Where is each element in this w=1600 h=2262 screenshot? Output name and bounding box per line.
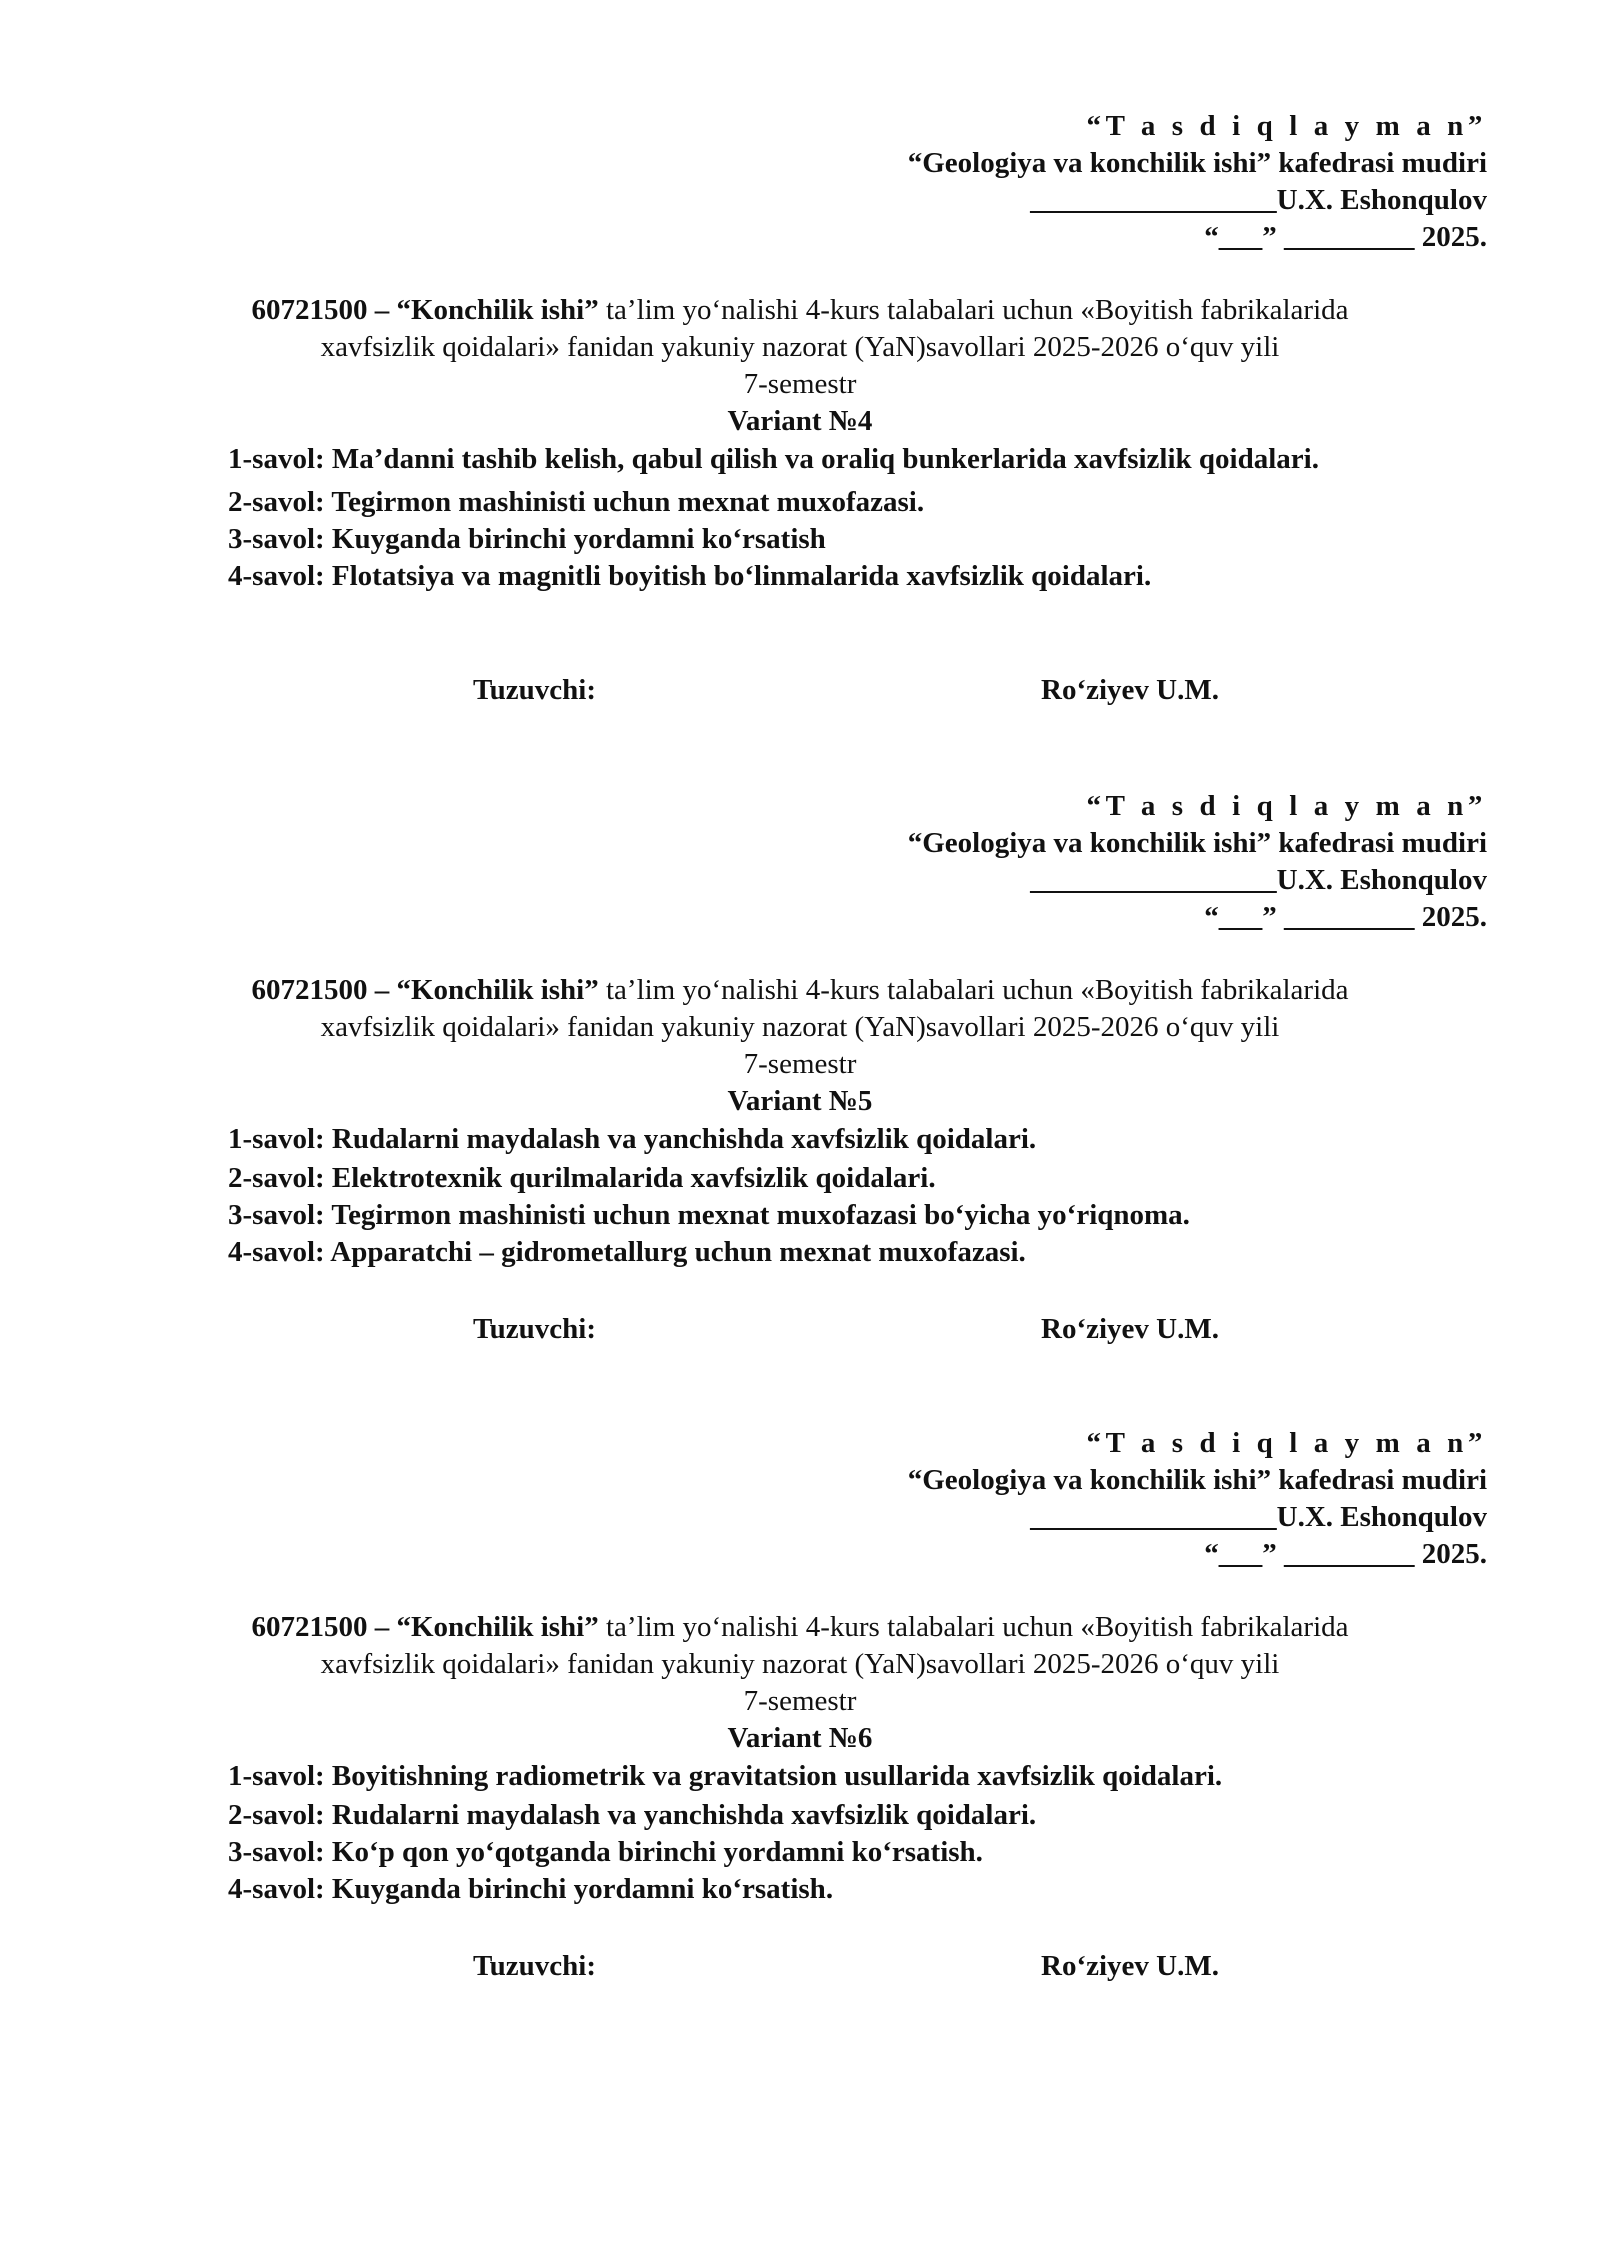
heading-line-1 <box>0 292 1600 328</box>
heading-line-1 <box>0 972 1600 1008</box>
question-4: 4-savol: Kuyganda birinchi yordamni ko‘rsatish. <box>228 1873 834 1905</box>
question-1: 1-savol: Ma’danni tashib kelish, qabul qilish va oraliq bunkerlarida xavfsizlik qoidalari. <box>228 443 1319 475</box>
compiler-name: Ro‘ziyev U.M. <box>1041 1313 1219 1345</box>
approval-department: “Geologiya va konchilik ishi” kafedrasi mudiri <box>907 147 1487 179</box>
approval-title: “T a s d i q l a y m a n” <box>1086 110 1487 142</box>
approval-department: “Geologiya va konchilik ishi” kafedrasi mudiri <box>907 1464 1487 1496</box>
heading-line-1 <box>0 1609 1600 1645</box>
question-4: 4-savol: Flotatsiya va magnitli boyitish bo‘linmalarida xavfsizlik qoidalari. <box>228 560 1152 592</box>
exam-variant-block <box>0 680 1600 1345</box>
heading-line-2: xavfsizlik qoidalari» fanidan yakuniy nazorat (YaN)savollari 2025-2026 o‘quv yili <box>320 1648 1280 1680</box>
approval-date-line: “___” _________ 2025. <box>1204 1538 1487 1570</box>
semester: 7-semestr <box>743 1048 857 1080</box>
heading-line-1-rest: ta’lim yo‘nalishi 4-kurs talabalari uchun «Boyitish fabrikalarida <box>598 294 1349 326</box>
question-2: 2-savol: Elektrotexnik qurilmalarida xavfsizlik qoidalari. <box>228 1162 936 1194</box>
question-3: 3-savol: Tegirmon mashinisti uchun mexnat muxofazasi bo‘yicha yo‘riqnoma. <box>228 1199 1190 1231</box>
heading-line-1-rest: ta’lim yo‘nalishi 4-kurs talabalari uchun «Boyitish fabrikalarida <box>598 1611 1349 1643</box>
heading-line-1-rest: ta’lim yo‘nalishi 4-kurs talabalari uchun «Boyitish fabrikalarida <box>598 974 1349 1006</box>
question-2: 2-savol: Rudalarni maydalash va yanchishda xavfsizlik qoidalari. <box>228 1799 1037 1831</box>
heading-line-2: xavfsizlik qoidalari» fanidan yakuniy nazorat (YaN)savollari 2025-2026 o‘quv yili <box>320 1011 1280 1043</box>
approval-department: “Geologiya va konchilik ishi” kafedrasi mudiri <box>907 827 1487 859</box>
program-code: 60721500 – “Konchilik ishi” <box>251 294 599 326</box>
compiler-name: Ro‘ziyev U.M. <box>1041 1950 1219 1982</box>
heading-line-2: xavfsizlik qoidalari» fanidan yakuniy nazorat (YaN)savollari 2025-2026 o‘quv yili <box>320 331 1280 363</box>
question-1: 1-savol: Boyitishning radiometrik va gravitatsion usullarida xavfsizlik qoidalari. <box>228 1760 1223 1792</box>
approval-signature-line: _________________U.X. Eshonqulov <box>1030 1501 1487 1533</box>
semester: 7-semestr <box>743 1685 857 1717</box>
variant-title: Variant №4 <box>727 405 873 437</box>
approval-title: “T a s d i q l a y m a n” <box>1086 1427 1487 1459</box>
question-3: 3-savol: Ko‘p qon yo‘qotganda birinchi yordamni ko‘rsatish. <box>228 1836 983 1868</box>
question-2: 2-savol: Tegirmon mashinisti uchun mexnat muxofazasi. <box>228 486 925 518</box>
approval-signature-line: _________________U.X. Eshonqulov <box>1030 184 1487 216</box>
approval-date-line: “___” _________ 2025. <box>1204 221 1487 253</box>
approval-signature-line: _________________U.X. Eshonqulov <box>1030 864 1487 896</box>
semester: 7-semestr <box>743 368 857 400</box>
exam-variant-block <box>0 1317 1600 1982</box>
compiler-label: Tuzuvchi: <box>473 1950 597 1982</box>
program-code: 60721500 – “Konchilik ishi” <box>251 1611 599 1643</box>
approval-title: “T a s d i q l a y m a n” <box>1086 790 1487 822</box>
question-4: 4-savol: Apparatchi – gidrometallurg uchun mexnat muxofazasi. <box>228 1236 1026 1268</box>
variant-title: Variant №6 <box>727 1722 873 1754</box>
approval-date-line: “___” _________ 2025. <box>1204 901 1487 933</box>
variant-title: Variant №5 <box>727 1085 873 1117</box>
compiler-label: Tuzuvchi: <box>473 1313 597 1345</box>
exam-variant-block <box>0 0 1600 706</box>
compiler-name: Ro‘ziyev U.M. <box>1041 674 1219 706</box>
compiler-label: Tuzuvchi: <box>473 674 597 706</box>
question-1: 1-savol: Rudalarni maydalash va yanchishda xavfsizlik qoidalari. <box>228 1123 1037 1155</box>
question-3: 3-savol: Kuyganda birinchi yordamni ko‘rsatish <box>228 523 826 555</box>
program-code: 60721500 – “Konchilik ishi” <box>251 974 599 1006</box>
